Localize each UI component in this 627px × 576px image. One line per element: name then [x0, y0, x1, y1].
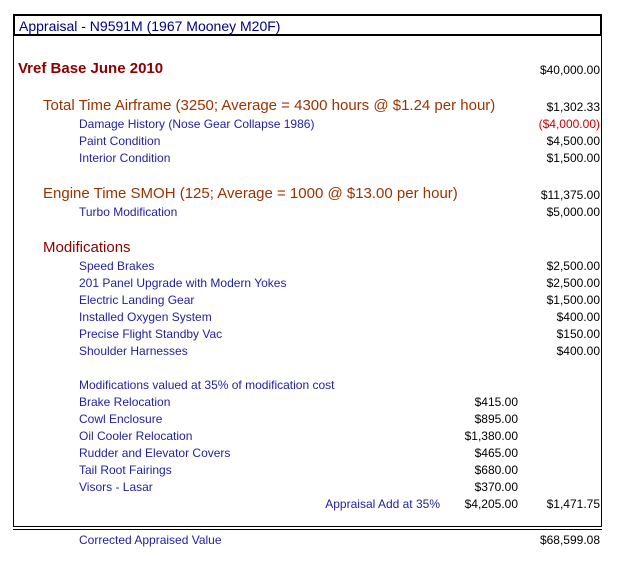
modification-item-label: Precise Flight Standby Vac — [79, 327, 223, 341]
corrected-value-label: Corrected Appraised Value — [79, 533, 222, 547]
partial-item-amount: $415.00 — [474, 395, 518, 409]
airframe-item-amount: ($4,000.00) — [538, 117, 600, 131]
partial-item-label: Oil Cooler Relocation — [79, 429, 193, 443]
engine-item-label: Turbo Modification — [79, 205, 178, 219]
partial-item-label: Brake Relocation — [79, 395, 171, 409]
engine-item-amount: $5,000.00 — [546, 205, 600, 219]
bottom-rule — [13, 529, 602, 530]
modification-item-amount: $400.00 — [556, 310, 600, 324]
partial-item-label: Rudder and Elevator Covers — [79, 446, 231, 460]
base-label: Vref Base June 2010 — [18, 60, 164, 77]
modification-item-amount: $150.00 — [556, 327, 600, 341]
title-box — [13, 14, 602, 36]
partial-item-amount: $1,380.00 — [464, 429, 518, 443]
modification-item-amount: $2,500.00 — [546, 276, 600, 290]
airframe-item-label: Damage History (Nose Gear Collapse 1986) — [79, 117, 315, 131]
partial-item-label: Cowl Enclosure — [79, 412, 163, 426]
airframe-item-amount: $1,500.00 — [546, 151, 600, 165]
partial-item-amount: $465.00 — [474, 446, 518, 460]
modifications-label: Modifications — [43, 239, 131, 256]
partial-item-amount: $680.00 — [474, 463, 518, 477]
engine-label: Engine Time SMOH (125; Average = 1000 @ $13.00 per hour) — [43, 185, 458, 202]
partial-item-amount: $895.00 — [474, 412, 518, 426]
base-amount: $40,000.00 — [539, 63, 600, 77]
partial-modifications-heading: Modifications valued at 35% of modification cost — [79, 378, 335, 392]
appraisal-add-amount: $1,471.75 — [546, 497, 600, 511]
modification-item-label: Installed Oxygen System — [79, 310, 212, 324]
modification-item-amount: $400.00 — [556, 344, 600, 358]
engine-amount: $11,375.00 — [540, 188, 600, 202]
modification-item-amount: $2,500.00 — [546, 259, 600, 273]
modification-item-label: Speed Brakes — [79, 259, 155, 273]
corrected-value-amount: $68,599.08 — [539, 533, 600, 547]
airframe-label: Total Time Airframe (3250; Average = 4300 hours @ $1.24 per hour) — [43, 97, 496, 114]
modification-item-label: Electric Landing Gear — [79, 293, 195, 307]
airframe-item-label: Interior Condition — [79, 151, 171, 165]
partial-item-label: Tail Root Fairings — [79, 463, 172, 477]
modification-item-amount: $1,500.00 — [546, 293, 600, 307]
partial-item-amount: $370.00 — [474, 480, 518, 494]
page-title: Appraisal - N9591M (1967 Mooney M20F) — [19, 18, 281, 34]
appraisal-add-label: Appraisal Add at 35% — [325, 497, 440, 511]
modification-item-label: Shoulder Harnesses — [79, 344, 188, 358]
airframe-amount: $1,302.33 — [546, 100, 600, 114]
airframe-item-label: Paint Condition — [79, 134, 161, 148]
airframe-item-amount: $4,500.00 — [546, 134, 600, 148]
partial-item-label: Visors - Lasar — [79, 480, 153, 494]
appraisal-add-subtotal: $4,205.00 — [464, 497, 518, 511]
modification-item-label: 201 Panel Upgrade with Modern Yokes — [79, 276, 287, 290]
